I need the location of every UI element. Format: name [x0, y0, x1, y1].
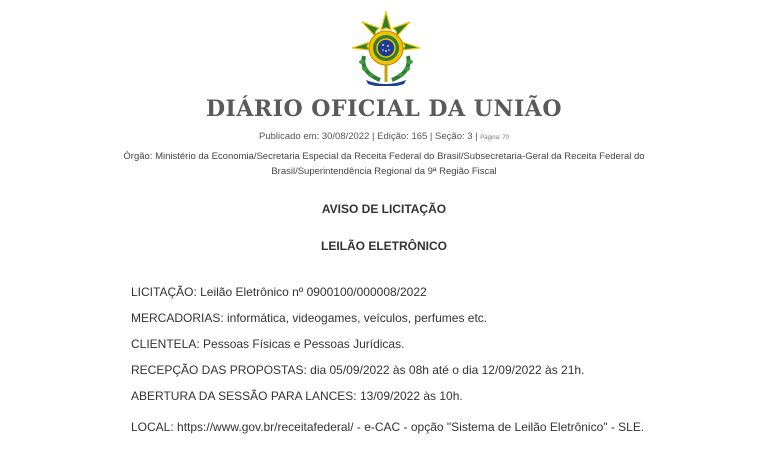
publication-info: [0, 131, 768, 142]
orgao-line-1: Órgão: Ministério da Economia/Secretaria Especial da Receita Federal do Brasil/Subsecretaria-Geral da Receita Federal do: [123, 151, 645, 162]
item-recepcao: RECEPÇÃO DAS PROPOSTAS: dia 05/09/2022 às 08h até o dia 12/09/2022 às 21h.: [131, 363, 585, 377]
publication-details: Publicado em: 30/08/2022 | Edição: 165 | Seção: 3 |: [258, 131, 478, 142]
item-mercadorias: MERCADORIAS: informática, videogames, veículos, perfumes etc.: [131, 311, 488, 325]
brasao-republica-icon: [350, 10, 422, 86]
orgao: [60, 149, 708, 179]
item-abertura: ABERTURA DA SESSÃO PARA LANCES: 13/09/2022 às 10h.: [131, 389, 463, 403]
orgao-line-2: Brasil/Superintendência Regional da 9ª Região Fiscal: [271, 166, 497, 177]
newspaper-title: DIÁRIO OFICIAL DA UNIÃO: [205, 96, 563, 122]
item-clientela: CLIENTELA: Pessoas Físicas e Pessoas Jurídicas.: [131, 337, 405, 351]
item-licitacao: LICITAÇÃO: Leilão Eletrônico nº 0900100/000008/2022: [131, 285, 427, 299]
item-local: LOCAL: https://www.gov.br/receitafederal/ - e-CAC - opção "Sistema de Leilão Eletrônico" - SLE.: [131, 420, 645, 434]
auction-heading: LEILÃO ELETRÔNICO: [321, 239, 447, 253]
page-number: Página: 70: [480, 135, 509, 141]
notice-heading: AVISO DE LICITAÇÃO: [321, 202, 447, 216]
